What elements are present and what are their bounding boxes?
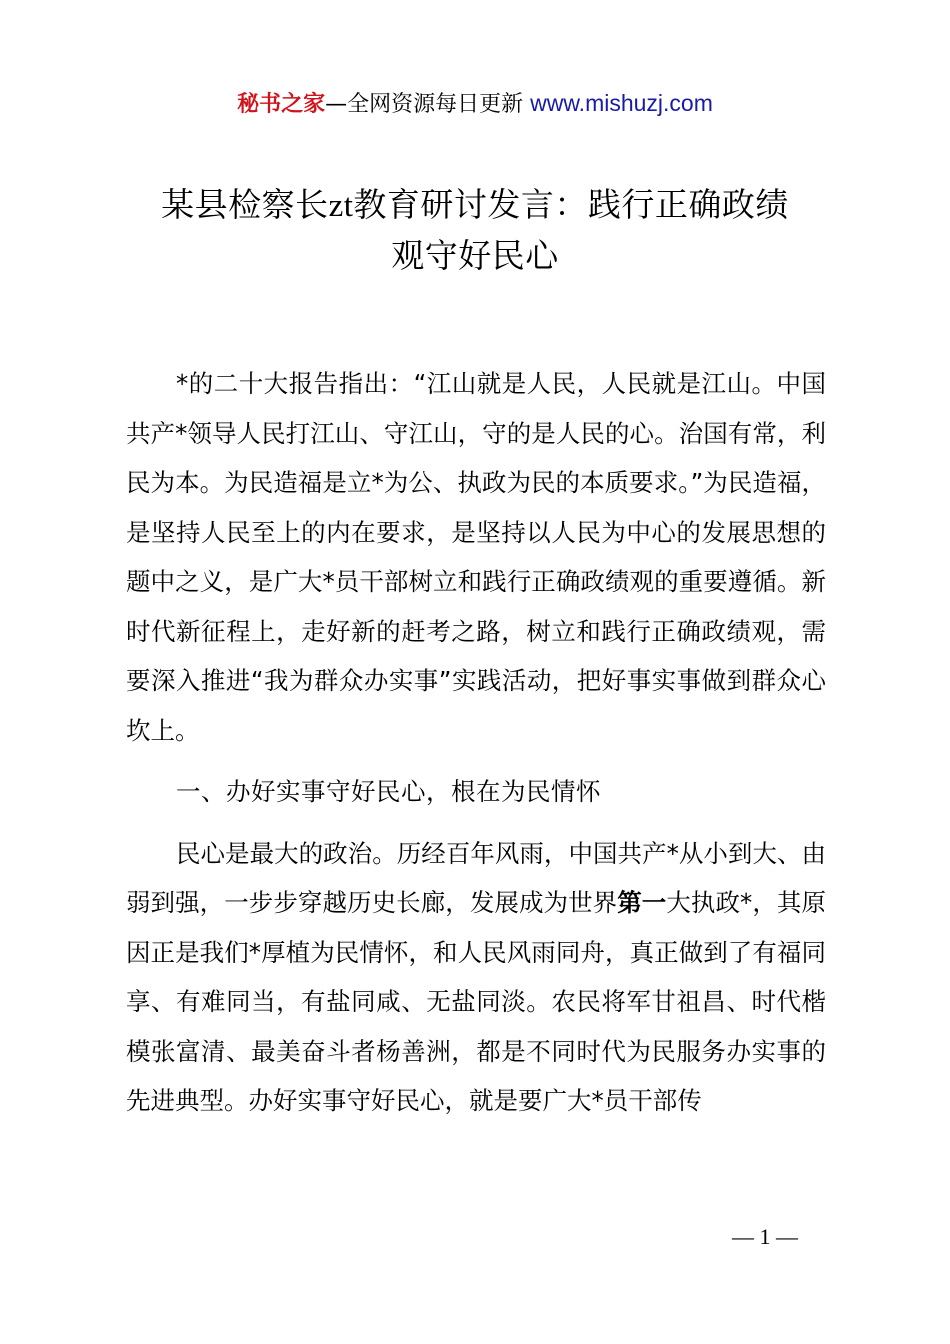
- bold-text: 第一: [617, 888, 667, 917]
- document-body: [126, 359, 826, 1126]
- site-url-link[interactable]: www.mishuzj.com: [530, 90, 713, 116]
- header-tagline: —全网资源每日更新: [325, 92, 524, 117]
- brand-name: 秘书之家: [237, 92, 326, 117]
- document-title: [120, 180, 830, 281]
- site-header: [0, 88, 950, 120]
- title-line-2: 观守好民心: [391, 236, 559, 275]
- page-number: — 1 —: [732, 1224, 798, 1249]
- section-heading-1: 一、办好实事守好民心，根在为民情怀: [176, 777, 601, 806]
- title-line-1: 某县检察长zt教育研讨发言：践行正确政绩: [161, 185, 789, 224]
- paragraph-intro: *的二十大报告指出：“江山就是人民，人民就是江山。中国共产*领导人民打江山、守江山，守的是人民的心。治国有常，利民为本。为民造福是立*为公、执政为民的本质要求。”为民造福，是坚持人民至上的内在要求，是坚持以人民为中心的发展思想的题中之义，是广大*员干部树立和践行正确政绩观的重要遵循。新时代新征程上，走好新的赶考之路，树立和践行正确政绩观，需要深入推进“我为群众办实事”实践活动，把好事实事做到群众心坎上。: [126, 369, 826, 745]
- paragraph-2: 民心是最大的政治。历经百年风雨，中国共产*从小到大、由弱到强，一步步穿越历史长廊，发展成为世界第一大执政*，其原因正是我们*厚植为民情怀，和人民风雨同舟，真正做到了有福同享、有难同当，有盐同咸、无盐同淡。农民将军甘祖昌、时代楷模张富清、最美奋斗者杨善洲，都是不同时代为民服务办实事的先进典型。办好实事守好民心，就是要广大*员干部传: [126, 838, 826, 1115]
